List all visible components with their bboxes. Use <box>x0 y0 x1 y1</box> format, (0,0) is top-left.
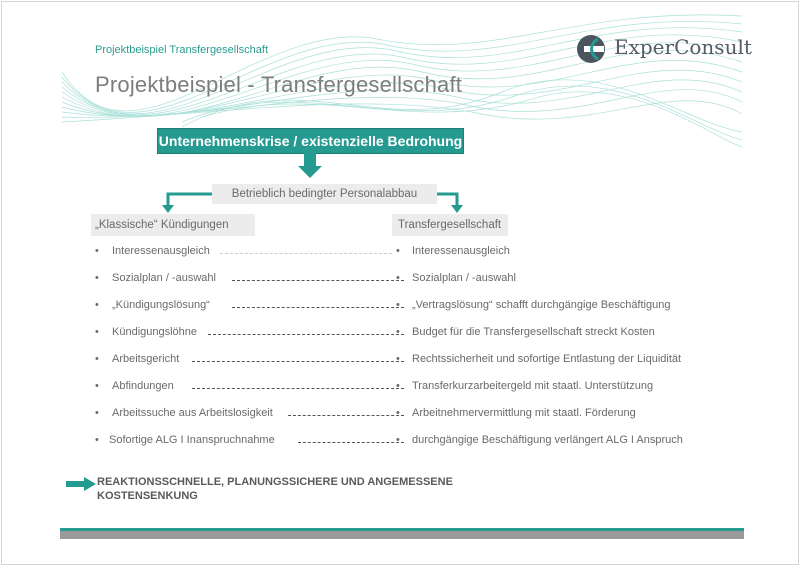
bullet-left: • <box>95 272 99 284</box>
left-item: „Kündigungslösung“ <box>112 299 210 311</box>
bullet-right: • <box>396 353 400 365</box>
right-branch-arrow <box>437 194 457 206</box>
connector-line <box>232 307 404 308</box>
comparison-row <box>2 407 798 423</box>
connector-line <box>298 442 404 443</box>
right-column-heading: Transfergesellschaft <box>392 214 508 236</box>
connector-line <box>220 253 392 254</box>
slide <box>1 1 799 565</box>
left-column-heading: „Klassische“ Kündigungen <box>91 214 255 236</box>
right-item: durchgängige Beschäftigung verlängert ALG I Anspruch <box>412 434 683 446</box>
subheader-box: Betrieblich bedingter Personalabbau <box>212 184 437 204</box>
connector-line <box>232 280 404 281</box>
comparison-row <box>2 326 798 342</box>
connector-line <box>288 415 404 416</box>
left-item: Sozialplan / -auswahl <box>112 272 216 284</box>
bullet-left: • <box>95 380 99 392</box>
left-item: Arbeitsgericht <box>112 353 180 365</box>
small-title: Projektbeispiel Transfergesellschaft <box>95 44 269 56</box>
conclusion-arrow-icon <box>66 477 96 491</box>
comparison-row <box>2 272 798 288</box>
bullet-right: • <box>396 407 400 419</box>
crisis-box: Unternehmenskrise / existenzielle Bedrohung <box>157 128 464 154</box>
right-item: Sozialplan / -auswahl <box>412 272 516 284</box>
left-branch-arrowhead <box>162 205 174 213</box>
bullet-left: • <box>95 353 99 365</box>
connector-line <box>192 361 404 362</box>
footer-grey-bar <box>60 531 744 539</box>
bullet-left: • <box>95 245 99 257</box>
right-item: Transferkurzarbeitergeld mit staatl. Unterstützung <box>412 380 654 392</box>
bullet-left: • <box>95 299 99 311</box>
bullet-right: • <box>396 434 400 446</box>
connector-line <box>208 334 404 335</box>
logo-text: ExperConsult <box>614 35 752 59</box>
right-branch-arrowhead <box>451 205 463 213</box>
right-item: Interessenausgleich <box>412 245 510 257</box>
right-item: „Vertragslösung“ schafft durchgängige Beschäftigung <box>412 299 671 311</box>
left-item: Arbeitssuche aus Arbeitslosigkeit <box>112 407 273 419</box>
comparison-row <box>2 434 798 450</box>
left-branch-arrow <box>168 194 212 206</box>
bullet-right: • <box>396 326 400 338</box>
comparison-row <box>2 299 798 315</box>
right-item: Rechtssicherheit und sofortige Entlastung der Liquidität <box>412 353 682 365</box>
right-item: Budget für die Transfergesellschaft streckt Kosten <box>412 326 655 338</box>
bullet-left: • <box>95 407 99 419</box>
comparison-row <box>2 245 798 261</box>
right-item: Arbeitnehmervermittlung mit staatl. Förderung <box>412 407 636 419</box>
bullet-left: • <box>95 326 99 338</box>
left-item: Abfindungen <box>112 380 174 392</box>
connector-line <box>192 388 404 389</box>
bullet-right: • <box>396 299 400 311</box>
left-item: Kündigungslöhne <box>112 326 198 338</box>
page-title: Projektbeispiel - Transfergesellschaft <box>95 72 463 97</box>
conclusion-text: REAKTIONSSCHNELLE, PLANUNGSSICHERE UND ANGEMESSENE KOSTENSENKUNG <box>97 476 453 502</box>
bullet-right: • <box>396 272 400 284</box>
bullet-right: • <box>396 245 400 257</box>
left-item: Interessenausgleich <box>112 245 210 257</box>
comparison-row <box>2 353 798 369</box>
bullet-right: • <box>396 380 400 392</box>
left-item: Sofortige ALG I Inanspruchnahme <box>109 434 275 446</box>
comparison-row <box>2 380 798 396</box>
bullet-left: • <box>95 434 99 446</box>
